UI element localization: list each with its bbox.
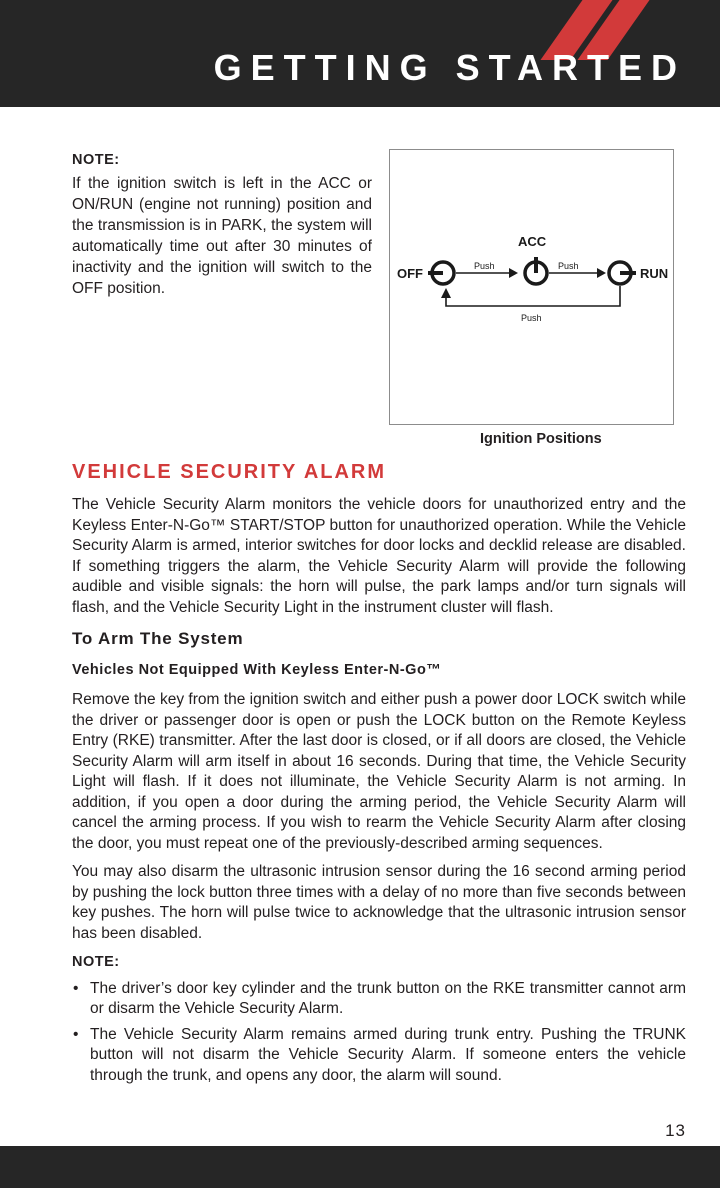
off-label: OFF: [397, 266, 423, 281]
ignition-diagram: [390, 150, 675, 426]
push-label: Push: [474, 261, 495, 271]
note-list: [72, 979, 686, 1087]
main-content: [72, 459, 686, 1091]
acc-knob-icon: [525, 257, 547, 284]
section-title: VEHICLE SECURITY ALARM: [72, 461, 387, 483]
ignition-note: [72, 150, 372, 299]
page-footer: [0, 1146, 720, 1188]
subsection-title: To Arm The System: [72, 629, 244, 648]
run-knob-icon: [609, 262, 636, 284]
list-item-text: The Vehicle Security Alarm remains armed during trunk entry. Pushing the TRUNK button will not disarm the Vehicle Security Alarm. If someone enters the vehicle through the trunk, and opens any door, the alarm will sound.: [90, 1025, 686, 1084]
note-text: If the ignition switch is left in the ACC or ON/RUN (engine not running) position and the transmission is in PARK, the system will automatically time out after 30 minutes of inactivity and the ignition will switch to the OFF position.: [72, 175, 372, 297]
figure-caption: Ignition Positions: [480, 431, 602, 447]
page-number: 13: [665, 1121, 686, 1140]
acc-label: ACC: [518, 234, 547, 249]
subsubsection-title: Vehicles Not Equipped With Keyless Enter-N-Go™: [72, 662, 442, 678]
note-label: NOTE:: [72, 954, 120, 970]
off-knob-icon: [428, 262, 454, 284]
list-item-text: The driver’s door key cylinder and the trunk button on the RKE transmitter cannot arm or disarm the Vehicle Security Alarm.: [90, 979, 686, 1017]
push-label: Push: [521, 313, 542, 323]
body-paragraph: Remove the key from the ignition switch and either push a power door LOCK switch while the driver or passenger door is open or push the LOCK button on the Remote Keyless Entry (RKE) transmitter. After the last door is closed, or if all doors are closed, the Vehicle Security Alarm will arm itself in about 16 seconds. During that time, the Vehicle Security Light will flash. If it does not illuminate, the Vehicle Security Alarm is not arming. In addition, if you open a door during the arming period, the Vehicle Security Alarm will cancel the arming process. If you wish to rearm the Vehicle Security Alarm after closing the door, you must repeat one of the previously-described arming sequences.: [72, 691, 686, 852]
list-item: [72, 979, 686, 1020]
chapter-title: GETTING STARTED: [213, 47, 686, 88]
bullet-icon: •: [73, 1025, 79, 1043]
intro-paragraph: The Vehicle Security Alarm monitors the vehicle doors for unauthorized entry and the Keyless Enter-N-Go™ START/STOP button for unauthorized operation. While the Vehicle Security Alarm is armed, interior switches for door locks and decklid release are disabled. If something triggers the alarm, the Vehicle Security Alarm will provide the following audible and visible signals: the horn will pulse, the park lamps and/or turn signals will flash, and the Vehicle Security Light in the instrument cluster will flash.: [72, 496, 686, 616]
note-label: NOTE:: [72, 152, 120, 168]
push-label: Push: [558, 261, 579, 271]
ignition-positions-figure: [389, 149, 674, 425]
run-label: RUN: [640, 266, 669, 281]
body-paragraph: You may also disarm the ultrasonic intrusion sensor during the 16 second arming period by pushing the lock button three times with a delay of no more than five seconds between key pushes. The horn will pulse twice to acknowledge that the ultrasonic intrusion sensor has been disabled.: [72, 863, 686, 942]
list-item: [72, 1025, 686, 1087]
page-header: [0, 0, 720, 107]
bullet-icon: •: [73, 979, 79, 997]
return-arrow-icon: [441, 286, 620, 306]
